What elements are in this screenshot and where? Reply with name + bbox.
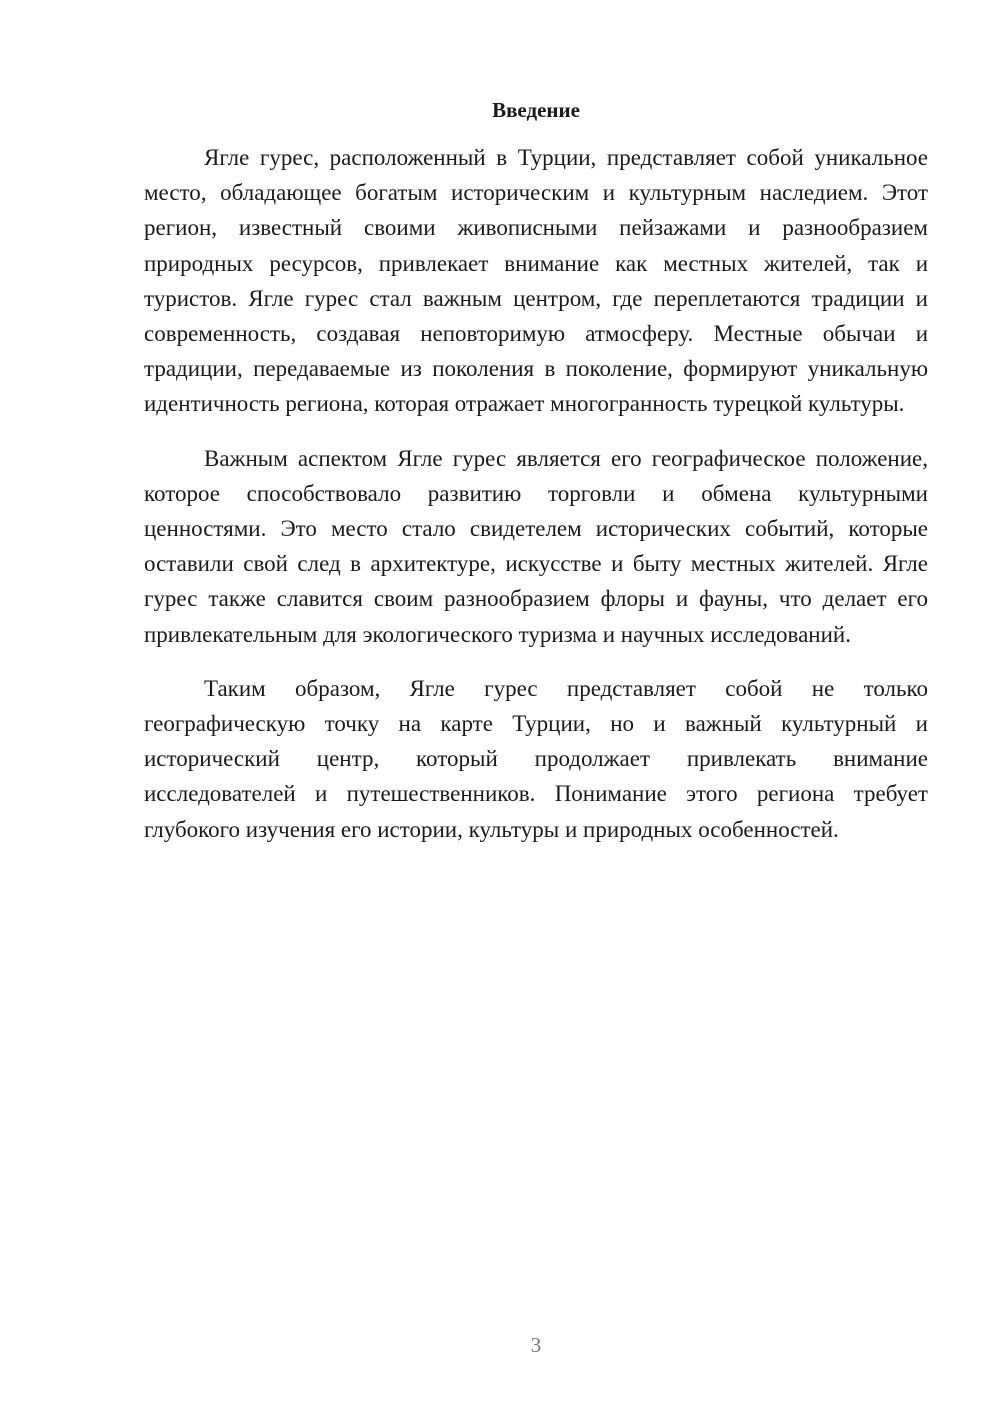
page-content [144,94,928,866]
page-number: 3 [530,1333,542,1357]
paragraph-3: Таким образом, Ягле гурес представляет собой не только географическую точку на карте Турции, но и важный культурный и исторический центр, который продолжает привлекать внимание исследователей и путешественников. Понимание этого региона требует глубокого изучения его истории, культуры и природных особенностей. [144,675,928,842]
section-title: Введение [492,98,580,122]
paragraph-2: Важным аспектом Ягле гурес является его географическое положение, которое способствовало развитию торговли и обмена культурными ценностями. Это место стало свидетелем исторических событий, которые оставили свой след в архитектуре, искусстве и быту местных жителей. Ягле гурес также славится своим разнообразием флоры и фауны, что делает его привлекательным для экологического туризма и научных исследований. [144,445,928,647]
paragraph-1: Ягле гурес, расположенный в Турции, представляет собой уникальное место, обладающее богатым историческим и культурным наследием. Этот регион, известный своими живописными пейзажами и разнообразием природных ресурсов, привлекает внимание как местных жителей, так и туристов. Ягле гурес стал важным центром, где переплетаются традиции и современность, создавая неповторимую атмосферу. Местные обычаи и традиции, передаваемые из поколения в поколение, формируют уникальную идентичность региона, которая отражает многогранность турецкой культуры. [144,145,928,417]
